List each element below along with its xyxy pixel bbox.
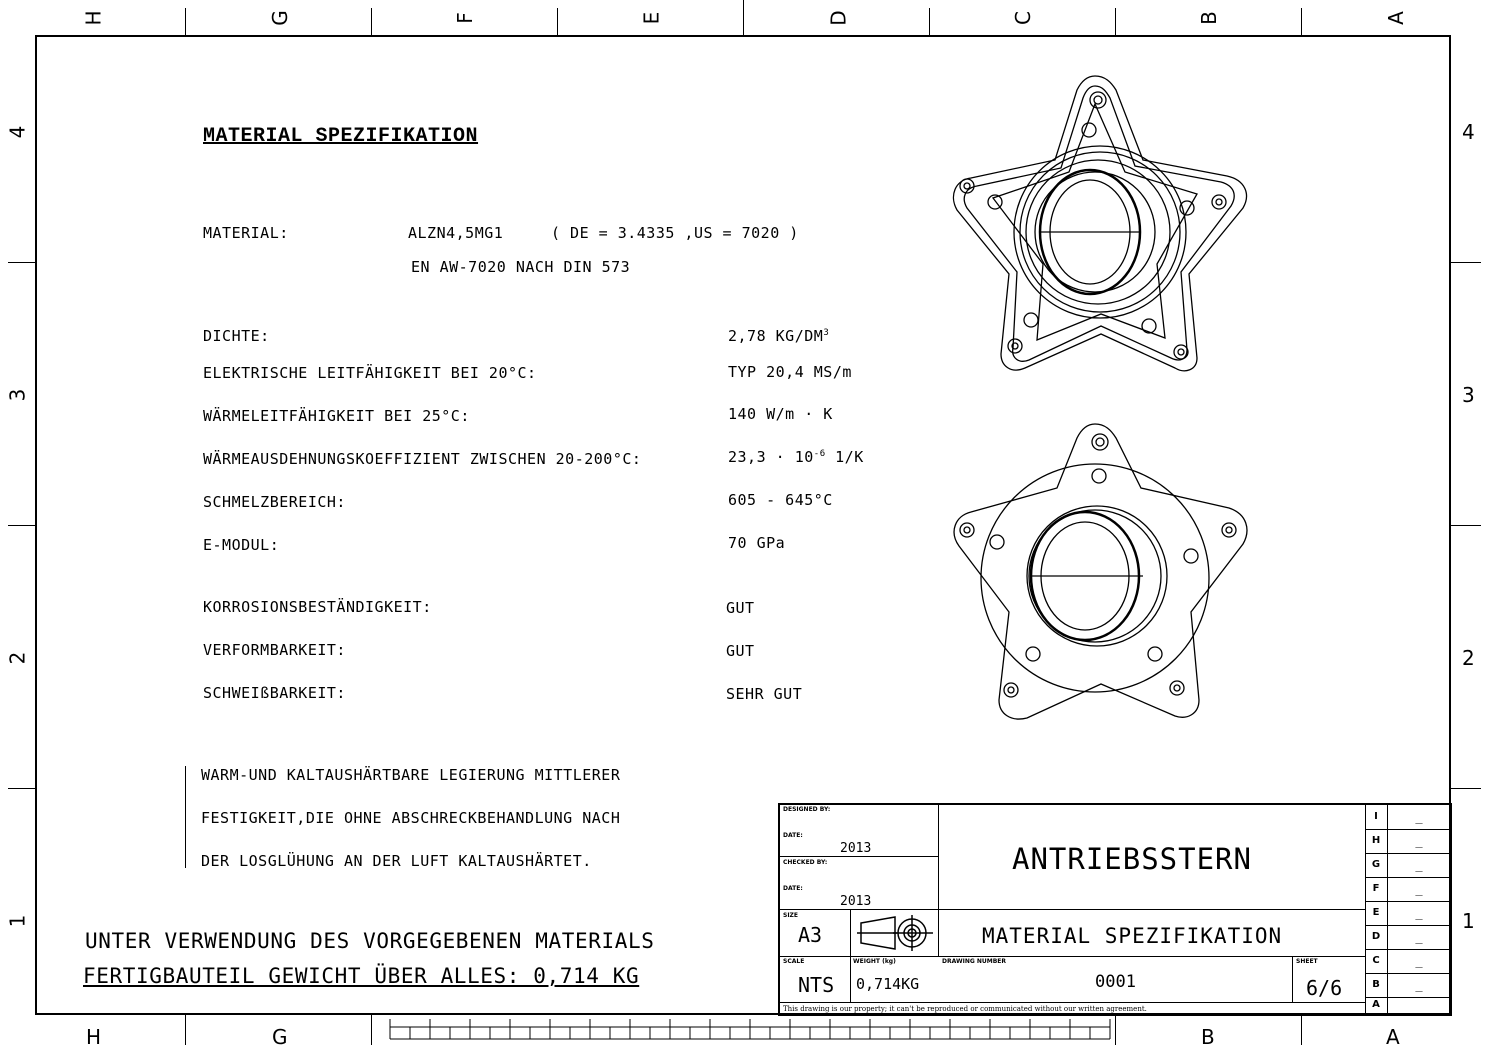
zone-label-left: 2 (5, 651, 30, 665)
property-label: E-MODUL: (203, 536, 280, 554)
zone-divider (929, 8, 930, 35)
revision-value: _ (1387, 925, 1451, 950)
zone-divider (1115, 8, 1116, 35)
zone-label-bottom: H (86, 1025, 102, 1049)
property-label: ELEKTRISCHE LEITFÄHIGKEIT BEI 20°C: (203, 364, 537, 382)
tb-divider (780, 1002, 1365, 1003)
zone-label-bottom: B (1201, 1025, 1215, 1049)
tb-divider (850, 909, 851, 1002)
zone-label-bottom: G (272, 1025, 288, 1049)
zone-label-top: E (639, 11, 664, 25)
revision-letter: E (1365, 901, 1387, 926)
revision-letter: A (1372, 999, 1380, 1010)
scale-value: NTS (798, 973, 835, 997)
zone-divider (371, 1015, 372, 1045)
revision-value: _ (1387, 973, 1451, 998)
sheet-number: 6/6 (1306, 976, 1343, 1000)
zone-divider (1301, 1015, 1302, 1045)
revision-value: _ (1387, 805, 1451, 830)
note-bar (185, 766, 186, 868)
material-value: ALZN4,5MG1 (408, 224, 504, 242)
property-value: 2,78 $KG/DM^3$ (728, 327, 830, 345)
projection-symbol-icon (857, 915, 935, 951)
revision-letter: I (1365, 805, 1387, 830)
disclaimer: This drawing is our property; it can't be reproduced or communicated without our written agreement. (783, 1005, 1147, 1013)
spec-heading: MATERIAL SPEZIFIKATION (203, 125, 479, 148)
zone-label-left: 3 (5, 388, 30, 402)
date-label: DATE: (783, 832, 803, 839)
zone-label-top: G (267, 10, 292, 26)
tb-divider (1292, 956, 1293, 1002)
revision-letter: D (1365, 925, 1387, 950)
part-view-top (945, 68, 1257, 374)
drawing-number: 0001 (1095, 972, 1136, 992)
revision-letter: H (1365, 829, 1387, 854)
sheet-label: SHEET (1296, 958, 1318, 965)
drawing-number-label: DRAWING NUMBER (942, 958, 1007, 965)
zone-divider (185, 1015, 186, 1045)
property-label: SCHMELZBEREICH: (203, 493, 346, 511)
weight-label: WEIGHT (kg) (853, 958, 896, 965)
zone-label-top: D (826, 10, 851, 26)
zone-divider (1451, 788, 1481, 789)
size-label: SIZE (783, 912, 799, 919)
zone-divider (8, 788, 35, 789)
material-label: MATERIAL: (203, 224, 289, 242)
note-line: WARM-UND KALTAUSHÄRTBARE LEGIERUNG MITTLERER (201, 766, 621, 784)
scale-label: SCALE (783, 958, 805, 965)
property-value: $23,3 \cdot 10^{-6}$ 1/K (728, 448, 864, 466)
revision-value: _ (1387, 853, 1451, 878)
revision-value: _ (1387, 829, 1451, 854)
check-date: 2013 (840, 894, 872, 909)
zone-divider (557, 8, 558, 35)
rating-label: KORROSIONSBESTÄNDIGKEIT: (203, 598, 432, 616)
property-label: DICHTE: (203, 327, 270, 345)
zone-divider (1451, 262, 1481, 263)
zone-label-top: B (1196, 11, 1221, 25)
zone-label-right: 3 (1462, 383, 1475, 407)
zone-label-top: A (1383, 11, 1408, 25)
rating-label: SCHWEIßBARKEIT: (203, 684, 346, 702)
zone-divider (371, 8, 372, 35)
tb-divider (780, 909, 1365, 910)
zone-divider (1451, 525, 1481, 526)
sheet-size: A3 (798, 923, 823, 947)
property-value: 605 - 645°C (728, 491, 833, 509)
zone-label-top: H (81, 10, 106, 26)
zone-label-left: 1 (5, 914, 30, 928)
revision-letter: F (1365, 877, 1387, 902)
drawing-subtitle: MATERIAL SPEZIFIKATION (982, 924, 1283, 948)
designed-by-label: DESIGNED BY: (783, 806, 831, 813)
weight-value: 0,714KG (856, 975, 920, 993)
footer-material-note: UNTER VERWENDUNG DES VORGEGEBENEN MATERIALS (85, 929, 655, 953)
property-value: 140 W/m · K (728, 405, 833, 423)
part-view-bottom (945, 418, 1257, 724)
zone-divider (1301, 8, 1302, 35)
zone-divider (8, 262, 35, 263)
tb-divider (938, 803, 939, 957)
zone-label-right: 1 (1462, 909, 1475, 933)
footer-weight-note: FERTIGBAUTEIL GEWICHT ÜBER ALLES: 0,714 KG (83, 964, 640, 988)
material-norm: EN AW-7020 NACH DIN 573 (411, 258, 631, 276)
property-label: WÄRMELEITFÄHIGKEIT BEI 25°C: (203, 407, 470, 425)
check-date-label: DATE: (783, 885, 803, 892)
rating-label: VERFORMBARKEIT: (203, 641, 346, 659)
zone-label-bottom: A (1386, 1025, 1400, 1049)
zone-label-right: 2 (1462, 646, 1475, 670)
zone-label-top: C (1010, 11, 1035, 25)
revision-value: _ (1387, 901, 1451, 926)
drawing-title: ANTRIEBSSTERN (1012, 842, 1252, 876)
zone-divider (185, 8, 186, 35)
property-value: TYP 20,4 MS/m (728, 363, 852, 381)
material-codes: ( DE = 3.4335 ,US = 7020 ) (551, 224, 799, 242)
rating-value: SEHR GUT (726, 685, 803, 703)
checked-by-label: CHECKED BY: (783, 859, 828, 866)
property-label: WÄRMEAUSDEHNUNGSKOEFFIZIENT ZWISCHEN 20-200°C: (203, 450, 642, 468)
revision-value: _ (1387, 877, 1451, 902)
zone-label-right: 4 (1462, 120, 1475, 144)
zone-divider (743, 0, 744, 35)
rating-value: GUT (726, 642, 755, 660)
zone-divider (1115, 1015, 1116, 1045)
note-line: FESTIGKEIT,DIE OHNE ABSCHRECKBEHANDLUNG NACH (201, 809, 621, 827)
revision-value: _ (1387, 949, 1451, 974)
revision-letter: G (1365, 853, 1387, 878)
rating-value: GUT (726, 599, 755, 617)
revision-letter: C (1365, 949, 1387, 974)
zone-label-left: 4 (5, 125, 30, 139)
tb-divider (780, 856, 938, 857)
zone-label-top: F (452, 12, 477, 24)
property-value: 70 GPa (728, 534, 786, 552)
tb-divider (780, 956, 1365, 957)
design-date: 2013 (840, 841, 872, 856)
zone-divider (8, 525, 35, 526)
scale-ruler (385, 1015, 1115, 1052)
note-line: DER LOSGLÜHUNG AN DER LUFT KALTAUSHÄRTET. (201, 852, 592, 870)
revision-letter: B (1365, 973, 1387, 998)
